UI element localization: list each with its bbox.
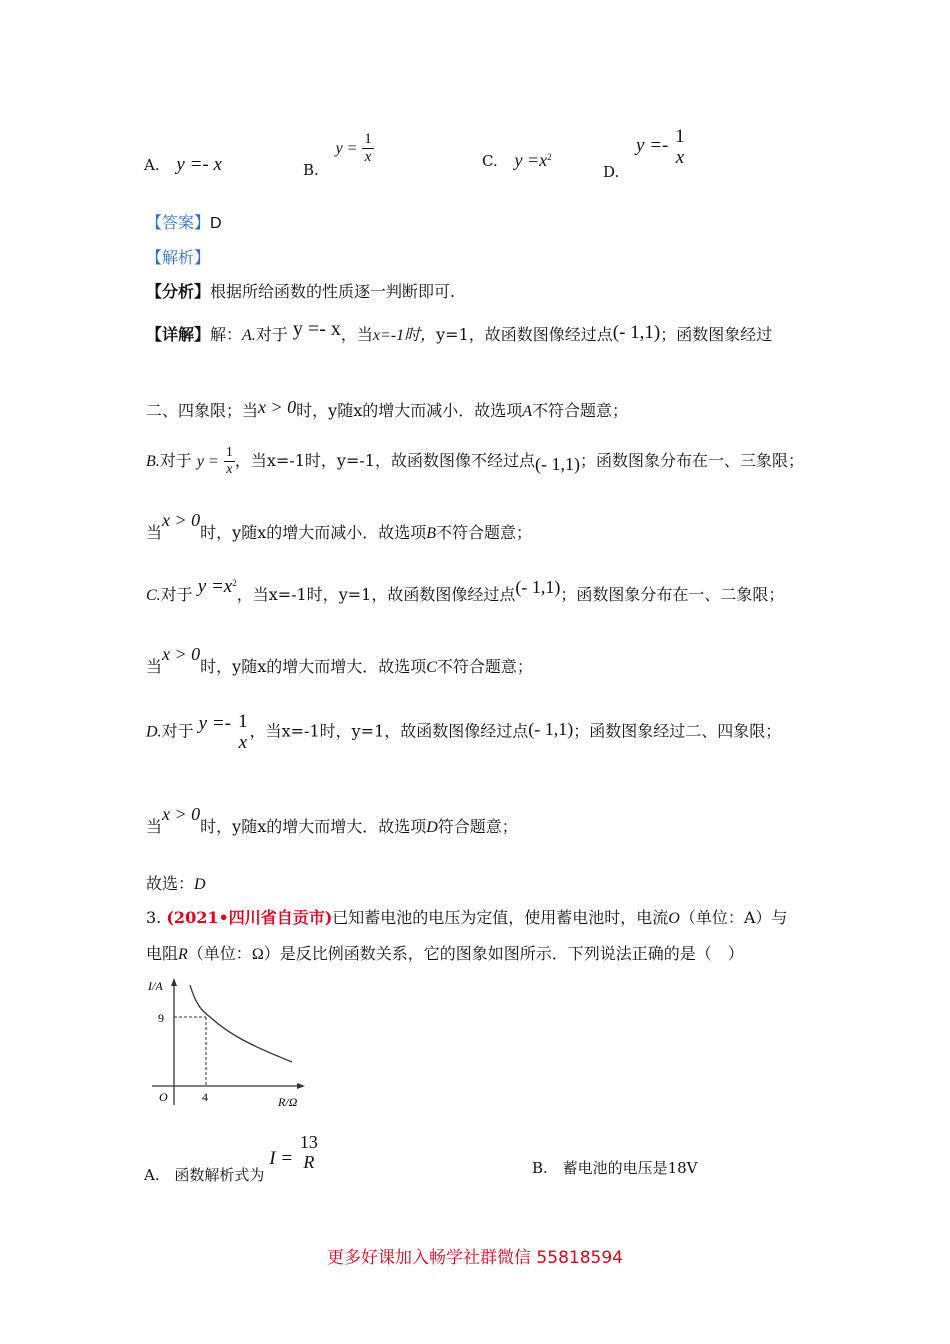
detail-a-point: (- 1,1): [612, 322, 661, 343]
option-b-y: y =: [335, 139, 358, 157]
q3-option-b: B. 蓄电池的电压是18V: [532, 1159, 698, 1177]
option-a: [144, 154, 222, 176]
answer-value: D: [210, 215, 222, 232]
option-b-frac: $\frac{1}{x}$: [364, 131, 372, 165]
detail-b-frac: $\frac{1}{x}$: [225, 445, 233, 477]
option-a-label: A.: [144, 156, 160, 174]
detail-b-line2: 当x > 0时，y随x的增大而减小．故选项B不符合题意；: [146, 510, 533, 542]
x-tick-label: 4: [202, 1090, 208, 1104]
q3-option-a-frac: 13 R: [299, 1132, 318, 1172]
detail-a-expr: y =- x: [292, 318, 341, 340]
detail-tag: 【详解】: [146, 325, 211, 344]
y-axis-label: I/A: [148, 979, 163, 993]
detail-b-line1: B.对于 y = $\frac{1}{x}$ ，当x=-1时，y=-1，故函数图像不经过点(- 1,1)；函数图象分布在一、三象限；: [146, 445, 804, 477]
answer-tag: 【答案】: [146, 215, 211, 232]
option-c-label: C.: [482, 152, 498, 170]
option-b: [303, 131, 374, 179]
footer-promo: 更多好课加入畅学社群微信 55818594: [327, 1248, 623, 1268]
q3-source: (2021•四川省自贡市): [166, 908, 333, 927]
detail-a-line1: 【详解】解：A.对于 y =- x，当x=-1时，y=1，故函数图像经过点(- 1,1)；函数图象经过: [146, 318, 773, 344]
fenxi-line: [146, 279, 455, 302]
x-axis-arrow: [297, 1083, 305, 1089]
q3-number: 3.: [146, 908, 162, 927]
detail-a-line2: 二、四象限；当x > 0时，y随x的增大而减小．故选项A不符合题意；: [146, 397, 629, 420]
detail-d-line2: 当x > 0时，y随x的增大而增大．故选项D符合题意；: [146, 804, 518, 836]
answer-line: [146, 210, 222, 233]
curve: [190, 985, 292, 1062]
origin-label: O: [159, 1090, 168, 1104]
y-tick-label: 9: [158, 1011, 164, 1025]
detail-c-line2: 当x > 0时，y随x的增大而增大．故选项C不符合题意；: [146, 644, 533, 676]
option-d-y: y =-: [636, 135, 669, 156]
detail-d-frac: 1 x: [238, 711, 248, 753]
x-axis-label: R/Ω: [278, 1095, 298, 1109]
jiexi-tag: 【解析】: [146, 250, 211, 267]
q3-graph: [140, 975, 315, 1115]
option-d-label: D.: [603, 163, 620, 181]
conclusion: 故选：D: [146, 874, 206, 893]
y-axis-arrow: [171, 978, 177, 986]
option-c-expr: y =x: [514, 150, 548, 170]
option-c: C. $y =x^2$: [482, 150, 552, 170]
q3-option-a: A. 函数解析式为 I = 13 R: [144, 1132, 318, 1184]
option-b-label: B.: [303, 160, 319, 179]
detail-c-line1: C.对于 $y =x^2$，当x=-1时，y=1，故函数图像经过点(- 1,1)；函数图象分布在一、二象限；: [146, 576, 785, 604]
detail-d-line1: D.对于 y =- 1 x ，当x=-1时，y=1，故函数图像经过点(- 1,1)；函数图象经过二、四象限；: [146, 711, 782, 753]
option-a-expr: y =- x: [176, 154, 222, 175]
jiexi-line: [146, 245, 210, 268]
fenxi-text: 根据所给函数的性质逐一判断即可.: [210, 282, 456, 301]
option-d-frac: 1 x: [675, 126, 685, 168]
fenxi-tag: 【分析】: [146, 282, 211, 301]
q3-line2: 电阻R（单位：Ω）是反比例函数关系，它的图象如图所示．下列说法正确的是（ ）: [146, 944, 744, 963]
q3-line1: 3. (2021•四川省自贡市)已知蓄电池的电压为定值，使用蓄电池时，电流O（单位：A）与: [146, 908, 788, 927]
option-d: [603, 126, 687, 181]
